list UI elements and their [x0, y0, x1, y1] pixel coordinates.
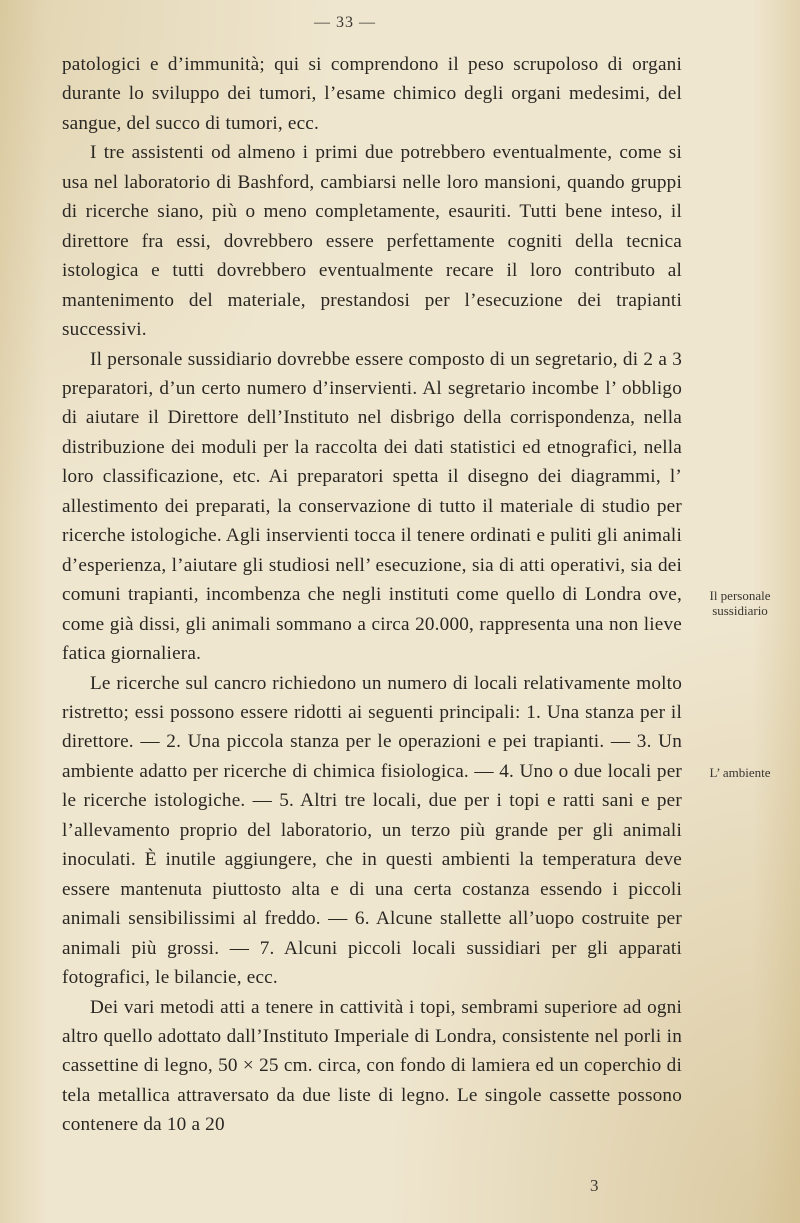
paragraph-4: Le ricerche sul cancro richiedono un numero di locali relativamente molto ristretto; essi possono essere ridotti ai seguenti principali: 1. Una stanza per il direttore. — 2. Una piccola stanza per le operazioni e pei trapianti. — 3. Un ambiente adatto per ricerche di chimica fisiologica. — 4. Uno o due locali per le ricerche istologiche. — 5. Altri tre locali, due per i topi e ratti sani e per l’allevamento proprio del laboratorio, un terzo più grande per gli animali inoculati. È inutile aggiungere, che in questi ambienti la temperatura deve essere mantenuta piuttosto alta e di una certa costanza essendo i piccoli animali sensibilissimi al freddo. — 6. Alcune stallette all’uopo costruite per animali più grossi. — 7. Alcuni piccoli locali sussidiari per gli apparati fotografici, le bilancie, ecc.: [62, 672, 682, 989]
margin-note-ambiente: L’ ambiente: [709, 765, 771, 780]
signature-mark: 3: [590, 1176, 599, 1195]
body-text: [62, 50, 682, 1140]
paragraph-3: Il personale sussidiario dovrebbe essere composto di un segretario, di 2 a 3 preparatori, d’un certo numero d’inservienti. Al segretario incombe l’ obbligo di aiutare il Direttore dell’Instituto nel disbrigo della corrispondenza, nella distribuzione dei moduli per la raccolta dei dati statistici ed etnografici, nella loro classificazione, etc. Ai preparatori spetta il disegno dei diagrammi, l’ allestimento dei preparati, la conservazione di tutto il materiale di studio per ricerche istologiche. Agli inservienti tocca il tenere ordinati e puliti gli animali d’esperienza, l’aiutare gli studiosi nell’ esecuzione, sia di atti operativi, sia dei comuni trapianti, incombenza che negli instituti come quello di Londra ove, come già dissi, gli animali sommano a circa 20.000, rappresenta una non lieve fatica giornaliera.: [62, 348, 682, 665]
paragraph-2: I tre assistenti od almeno i primi due potrebbero eventualmente, come si usa nel laboratorio di Bashford, cambiarsi nelle loro mansioni, quando gruppi di ricerche siano, più o meno completamente, esauriti. Tutti bene inteso, il direttore fra essi, dovrebbero essere perfettamente cogniti della tecnica istologica e tutti dovrebbero eventualmente recare il loro contributo al mantenimento del materiale, prestandosi per l’esecuzione dei trapianti successivi.: [62, 142, 682, 341]
paragraph-1: patologici e d’immunità; qui si comprendono il peso scrupoloso di organi durante lo sviluppo dei tumori, l’esame chimico degli organi medesimi, del sangue, del succo di tumori, ecc.: [62, 54, 682, 134]
page-number: — 33 —: [314, 14, 376, 31]
paragraph-5: Dei vari metodi atti a tenere in cattività i topi, sembrami superiore ad ogni altro quello adottato dall’Instituto Imperiale di Londra, consistente nel porli in cassettine di legno, 50 × 25 cm. circa, con fondo di lamiera ed un coperchio di tela metallica attraversato da due liste di legno. Le singole cassette possono contenere da 10 a 20: [62, 996, 682, 1136]
margin-note-personale: Il personale sussidiario: [709, 588, 771, 618]
